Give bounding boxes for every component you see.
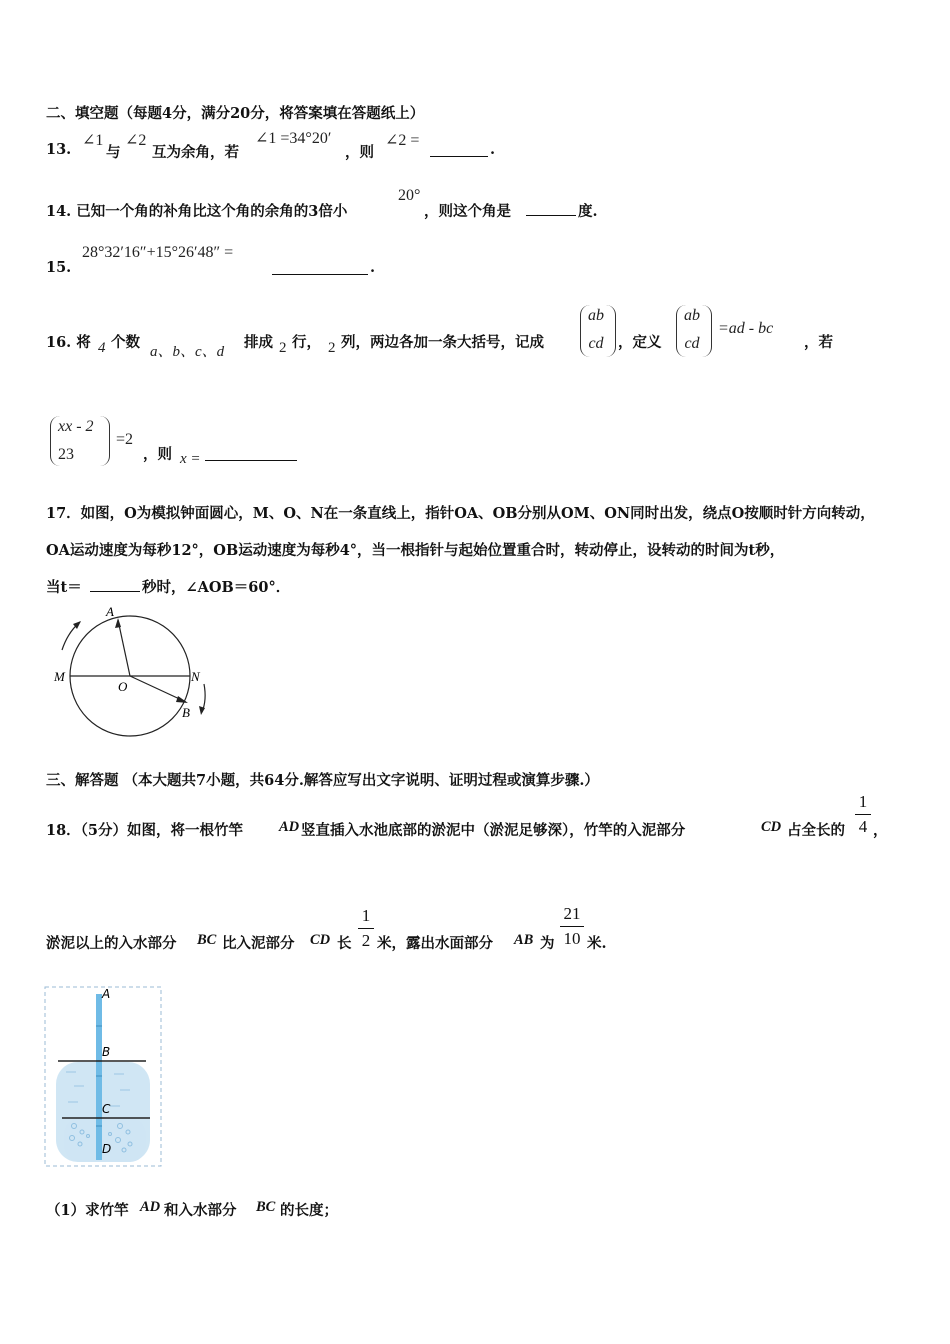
q18-fraction-one-half — [358, 906, 374, 951]
q18-CD-2: CD — [310, 932, 331, 948]
q18-fraction-21-10 — [560, 904, 584, 949]
q16-text-7: ，则 — [143, 446, 172, 463]
frac3-denominator: 10 — [563, 929, 581, 948]
hand-OA-arrow — [115, 618, 121, 628]
label-D: D — [102, 1142, 112, 1156]
label-B: B — [182, 705, 190, 720]
q18-line1c: 占全长的 — [787, 822, 845, 839]
q13-then: ，则 — [345, 144, 374, 161]
q18-line1d: ， — [873, 822, 888, 839]
q16-vars: a、b、c、d — [150, 344, 225, 360]
q13-angle1: ∠1 — [82, 132, 104, 149]
q16-m2-top: ab — [684, 307, 700, 324]
q16-number: 16. 将 — [46, 334, 91, 351]
q14-text-b: ，则这个角是 — [424, 203, 511, 220]
frac2-denominator: 2 — [361, 931, 371, 950]
q14-value: 20° — [398, 187, 421, 204]
q15-end: . — [370, 259, 376, 276]
q13-number: 13. — [46, 141, 72, 158]
q13-mutual: 互为余角，若 — [152, 144, 239, 161]
section-2-heading: 二、填空题（每题4分，满分20分，将答案填在答题纸上） — [46, 105, 425, 122]
q16-text-3: 行， — [292, 334, 321, 351]
clock-figure — [44, 600, 216, 742]
q16-matrix-2-content — [684, 302, 700, 358]
q18-sub1c: 的长度； — [280, 1202, 338, 1219]
q16-matrix-3-content — [58, 413, 94, 469]
q13-answer-blank[interactable] — [430, 142, 488, 157]
q13-and: 与 — [106, 144, 121, 161]
q13-angle2: ∠2 — [125, 132, 147, 149]
q16-text-4: 列，两边各加一条大括号，记成 — [341, 334, 544, 351]
q17-answer-blank[interactable] — [90, 577, 140, 592]
q16-two-rows: 2 — [279, 340, 287, 356]
q16-answer-blank[interactable] — [205, 446, 297, 461]
q18-line1b: 竖直插入水池底部的淤泥中（淤泥足够深），竹竿的入泥部分 — [301, 822, 686, 839]
label-B: B — [102, 1045, 111, 1059]
q18-line2c: 长 — [337, 935, 352, 952]
q18-line2e: 为 — [540, 935, 555, 952]
frac3-numerator: 21 — [563, 904, 581, 923]
q16-text-2: 排成 — [244, 334, 273, 351]
q16-m3-bottom: 23 — [58, 446, 74, 463]
q16-text-6: ，若 — [804, 334, 833, 351]
q17-line-2: OA运动速度为每秒12°，OB运动速度为每秒4°，当一根指针与起始位置重合时，转动停止，设转动的时间为t秒， — [46, 542, 785, 559]
q18-AB: AB — [514, 932, 534, 948]
q16-m1-top: ab — [588, 307, 604, 324]
q18-sub1-AD: AD — [140, 1199, 161, 1215]
q16-matrix-1-content — [588, 302, 604, 358]
label-A: A — [106, 604, 114, 619]
q18-line2d: 米，露出水面部分 — [377, 935, 493, 952]
q15-answer-blank[interactable] — [272, 260, 368, 275]
q17-line-3a: 当t＝ — [46, 579, 82, 596]
q17-line-1: 17．如图，O为模拟钟面圆心，M、O、N在一条直线上，指针OA、OB分别从OM、ON同时出发，绕点O按顺时针方向转动， — [46, 505, 875, 522]
q18-CD: CD — [761, 819, 782, 835]
q15-expression: 28°32′16″+15°26′48″ = — [82, 244, 234, 261]
q18-line2f: 米. — [587, 935, 607, 952]
q13-ask: ∠2 = — [385, 132, 420, 149]
q14-text-c: 度. — [578, 203, 598, 220]
q18-sub1-BC: BC — [256, 1199, 276, 1215]
q18-sub1b: 和入水部分 — [164, 1202, 237, 1219]
q16-definition: =ad - bc — [718, 320, 774, 337]
q16-m1-bottom: cd — [588, 335, 604, 352]
q14-text-a: 14. 已知一个角的补角比这个角的余角的3倍小 — [46, 203, 348, 220]
bamboo-pole — [96, 994, 102, 1160]
section-3-heading: 三、解答题 （本大题共7小题，共64分.解答应写出文字说明、证明过程或演算步骤.） — [46, 772, 599, 789]
q18-AD: AD — [279, 819, 300, 835]
q13-end: . — [490, 141, 496, 158]
q18-BC: BC — [197, 932, 217, 948]
q16-x-equals: x = — [180, 451, 201, 467]
q16-text-5: ，定义 — [618, 334, 662, 351]
frac1-numerator: 1 — [858, 792, 868, 811]
q15-number: 15. — [46, 259, 72, 276]
label-N: N — [191, 669, 200, 684]
hand-OA — [118, 620, 130, 676]
q16-two-cols: 2 — [328, 340, 336, 356]
label-A: A — [102, 987, 111, 1001]
q18-line1a: 18．（5分）如图，将一根竹竿 — [46, 822, 244, 839]
q17-line-3b: 秒时，∠AOB＝60°． — [142, 579, 291, 596]
frac1-denominator: 4 — [858, 817, 868, 836]
q13-given: ∠1 =34°20′ — [255, 130, 332, 147]
q18-line2b: 比入泥部分 — [222, 935, 295, 952]
frac2-numerator: 1 — [361, 906, 371, 925]
q14-answer-blank[interactable] — [526, 201, 576, 216]
q16-text-1: 个数 — [111, 334, 140, 351]
label-O: O — [118, 679, 128, 694]
q16-equals-two: =2 — [116, 431, 134, 448]
q16-four: 4 — [98, 340, 106, 356]
q18-line2a: 淤泥以上的入水部分 — [46, 935, 177, 952]
bamboo-pond-figure — [44, 986, 164, 1169]
q16-m2-bottom: cd — [684, 335, 700, 352]
q16-m3-top: xx - 2 — [58, 418, 94, 435]
label-C: C — [102, 1102, 111, 1116]
q18-fraction-one-quarter — [855, 792, 871, 837]
q18-sub1a: （1）求竹竿 — [46, 1202, 129, 1219]
label-M: M — [54, 669, 65, 684]
